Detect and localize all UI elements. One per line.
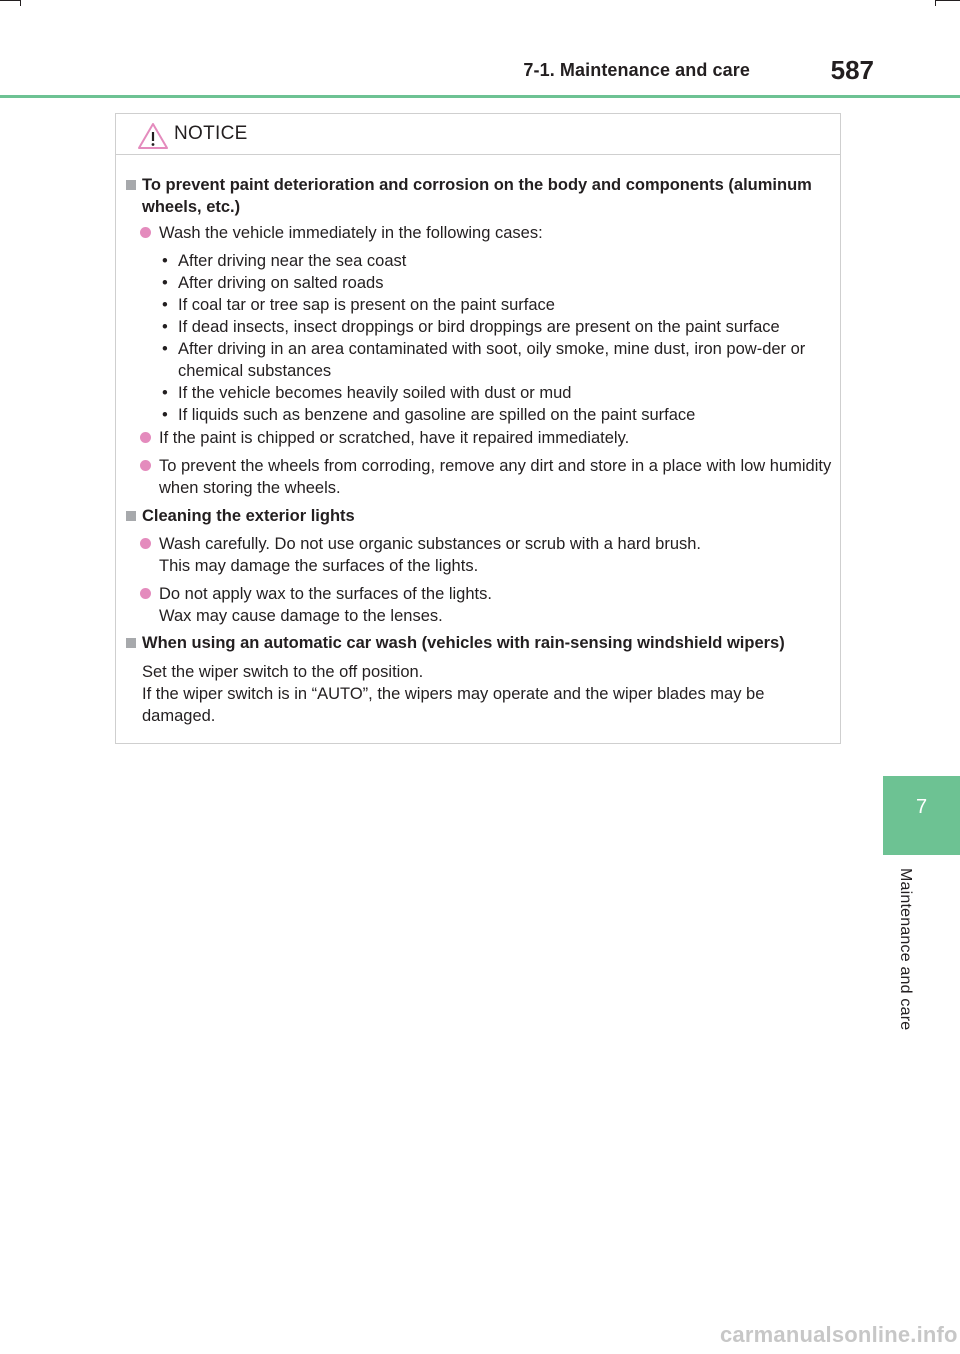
crop-mark (20, 0, 21, 6)
watermark: carmanualsonline.info (720, 1322, 958, 1347)
sub-list-item: • After driving near the sea coast (162, 252, 407, 270)
sub-list-item: • If dead insects, insect droppings or bird droppings are present on the paint surface (162, 318, 780, 336)
sub-list-item: • If coal tar or tree sap is present on the paint surface (162, 296, 555, 314)
chapter-number: 7 (915, 796, 928, 818)
square-marker-icon (126, 180, 136, 190)
header-divider (0, 95, 960, 98)
bullet-icon (140, 460, 151, 471)
list-item: Do not apply wax to the surfaces of the lights. Wax may cause damage to the lenses. (140, 583, 832, 627)
square-marker-icon (126, 638, 136, 648)
notice-header (116, 114, 840, 155)
crop-mark (935, 0, 936, 6)
crop-mark (935, 0, 960, 1)
sub-list-item: • After driving on salted roads (162, 274, 384, 292)
sub-list-item: • If the vehicle becomes heavily soiled with dust or mud (162, 384, 572, 402)
square-marker-icon (126, 511, 136, 521)
list-item: To prevent the wheels from corroding, remove any dirt and store in a place with low humidity when storing the wheels. (140, 455, 832, 499)
sub-list-item: • After driving in an area contaminated with soot, oily smoke, mine dust, iron pow-der or chemical substances (162, 340, 806, 380)
crop-mark (0, 0, 20, 1)
paragraph: Set the wiper switch to the off position. If the wiper switch is in “AUTO”, the wipers may operate and the wiper blades may be damaged. (142, 663, 765, 725)
notice-box (115, 113, 841, 744)
sub-list-item: • If liquids such as benzene and gasoline are spilled on the paint surface (162, 406, 696, 424)
section-heading: Cleaning the exterior lights (126, 505, 832, 527)
chapter-tab (883, 776, 960, 855)
bullet-icon (140, 588, 151, 599)
section-title: 7-1. Maintenance and care (523, 60, 750, 80)
notice-label: NOTICE (174, 123, 248, 144)
list-item: Wash carefully. Do not use organic substances or scrub with a hard brush. This may damage the surfaces of the lights. (140, 533, 832, 577)
section-heading: To prevent paint deterioration and corrosion on the body and components (aluminum wheels, etc.) (126, 174, 832, 218)
list-item: If the paint is chipped or scratched, have it repaired immediately. (140, 427, 832, 449)
bullet-icon (140, 432, 151, 443)
list-item: Wash the vehicle immediately in the following cases: (140, 222, 832, 244)
page-number: 587 (830, 55, 874, 85)
bullet-icon (140, 538, 151, 549)
section-heading: When using an automatic car wash (vehicles with rain-sensing windshield wipers) (126, 632, 832, 654)
warning-icon (137, 122, 169, 150)
chapter-title: Maintenance and care (897, 868, 914, 1031)
bullet-icon (140, 227, 151, 238)
